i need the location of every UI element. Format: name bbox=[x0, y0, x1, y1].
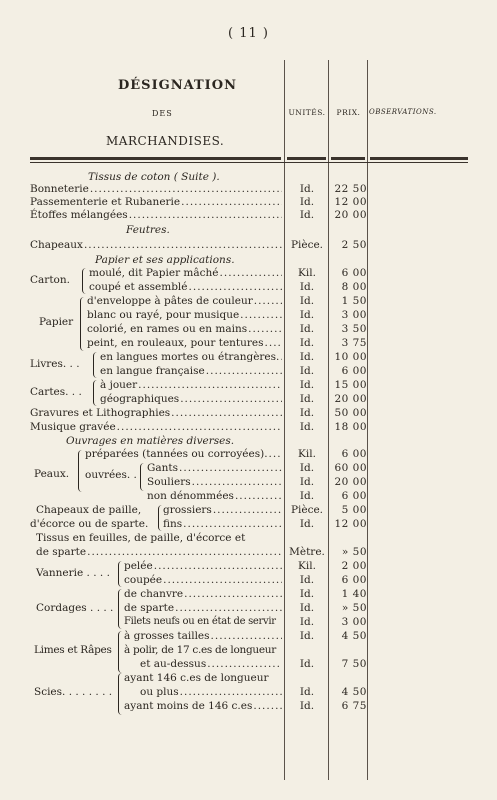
row-unit: Id. bbox=[299, 518, 315, 530]
row-unit: Id. bbox=[299, 490, 315, 502]
row-price: 8 00 bbox=[341, 281, 367, 293]
group-peaux: Peaux. bbox=[34, 468, 70, 480]
row-price: 22 50 bbox=[334, 183, 367, 195]
table-row bbox=[0, 671, 497, 685]
table-row bbox=[0, 406, 497, 420]
row-unit: Id. bbox=[299, 393, 315, 405]
row-price: » 50 bbox=[341, 546, 367, 558]
section-papier: Papier et ses applications. bbox=[95, 254, 235, 266]
row-label: géographiques bbox=[100, 393, 180, 405]
row-price: 6 00 bbox=[341, 267, 367, 279]
row-price: » 50 bbox=[341, 602, 367, 614]
row-price: 2 50 bbox=[341, 239, 367, 251]
table-row bbox=[0, 657, 497, 671]
table-row bbox=[0, 420, 497, 434]
row-label: Souliers bbox=[147, 476, 191, 488]
header-rule bbox=[287, 157, 326, 160]
row-label: à jouer bbox=[100, 379, 138, 391]
header-prix: PRIX. bbox=[336, 108, 361, 117]
table-row bbox=[0, 573, 497, 587]
table-row bbox=[0, 208, 497, 222]
row-price: 6 75 bbox=[341, 700, 367, 712]
row-price: 1 40 bbox=[341, 588, 367, 600]
page-number: ( 11 ) bbox=[228, 26, 269, 41]
row-label: Chapeaux bbox=[30, 239, 83, 251]
row-label: ayant 146 c.es de longueur bbox=[124, 672, 269, 684]
row-price: 5 00 bbox=[341, 504, 367, 516]
row-label: blanc ou rayé, pour musique bbox=[87, 309, 240, 321]
row-label: ayant moins de 146 c.es bbox=[124, 700, 253, 712]
table-row bbox=[0, 266, 497, 280]
group-tissus-feuilles: Tissus en feuilles, de paille, d'écorce et bbox=[36, 532, 246, 544]
row-label: fins bbox=[163, 518, 183, 530]
group-chapeaux-paille-2: d'écorce ou de sparte. bbox=[30, 518, 149, 530]
row-unit: Id. bbox=[299, 281, 315, 293]
row-label: grossiers bbox=[163, 504, 212, 516]
table-row bbox=[0, 447, 497, 461]
row-unit: Id. bbox=[299, 365, 315, 377]
row-label: de sparte bbox=[36, 546, 87, 558]
row-label: à polir, de 17 c.es de longueur bbox=[124, 644, 276, 656]
row-label: de chanvre bbox=[124, 588, 184, 600]
group-vannerie: Vannerie . . . . bbox=[36, 567, 110, 579]
row-price: 20 00 bbox=[334, 476, 367, 488]
group-scies: Scies. . . . . . . . bbox=[34, 686, 113, 698]
row-label: moulé, dit Papier mâché bbox=[89, 267, 219, 279]
row-price: 7 50 bbox=[341, 658, 367, 670]
row-unit: Id. bbox=[299, 421, 315, 433]
section-feutres: Feutres. bbox=[126, 224, 170, 236]
row-unit: Mètre. bbox=[289, 546, 325, 558]
row-unit: Kil. bbox=[298, 560, 316, 572]
table-row bbox=[0, 489, 497, 503]
row-unit: Id. bbox=[299, 630, 315, 642]
table-row bbox=[0, 378, 497, 392]
section-ouvrages: Ouvrages en matières diverses. bbox=[66, 435, 235, 447]
table-row bbox=[0, 308, 497, 322]
group-ouvrees: ouvrées. . bbox=[85, 469, 137, 481]
row-label: et au-dessus bbox=[140, 658, 207, 670]
row-price: 3 00 bbox=[341, 309, 367, 321]
row-label: Musique gravée bbox=[30, 421, 116, 433]
table-row bbox=[0, 643, 497, 657]
group-livres: Livres. . . bbox=[30, 358, 80, 370]
row-label: préparées (tannées ou corroyées). bbox=[85, 448, 268, 460]
row-price: 12 00 bbox=[334, 518, 367, 530]
row-label: peint, en rouleaux, pour tentures bbox=[87, 337, 264, 349]
row-label: Passementerie et Rubanerie bbox=[30, 196, 181, 208]
header-observations: OBSERVATIONS. bbox=[369, 108, 437, 116]
row-price: 2 00 bbox=[341, 560, 367, 572]
table-row bbox=[0, 699, 497, 713]
row-label: en langues mortes ou étrangères. bbox=[100, 351, 280, 363]
row-price: 50 00 bbox=[334, 407, 367, 419]
row-label: ou plus bbox=[140, 686, 179, 698]
row-price: 20 00 bbox=[334, 393, 367, 405]
row-price: 3 00 bbox=[341, 616, 367, 628]
row-unit: Id. bbox=[299, 616, 315, 628]
row-price: 6 00 bbox=[341, 448, 367, 460]
row-label: Bonneterie bbox=[30, 183, 89, 195]
row-price: 4 50 bbox=[341, 686, 367, 698]
group-cordages: Cordages . . . . bbox=[36, 602, 114, 614]
row-unit: Id. bbox=[299, 476, 315, 488]
group-limes: Limes et Râpes bbox=[34, 644, 112, 656]
row-label: à grosses tailles bbox=[124, 630, 210, 642]
group-chapeaux-paille: Chapeaux de paille, bbox=[36, 504, 142, 516]
row-label: Gravures et Lithographies bbox=[30, 407, 171, 419]
row-unit: Id. bbox=[299, 658, 315, 670]
row-label: Étoffes mélangées bbox=[30, 209, 128, 221]
row-unit: Kil. bbox=[298, 267, 316, 279]
row-unit: Pièce. bbox=[290, 239, 324, 251]
table-row bbox=[0, 322, 497, 336]
row-unit: Id. bbox=[299, 337, 315, 349]
header-rule-thin bbox=[30, 162, 468, 163]
table-row bbox=[0, 294, 497, 308]
row-unit: Id. bbox=[299, 462, 315, 474]
row-unit: Id. bbox=[299, 351, 315, 363]
table-row bbox=[0, 182, 497, 196]
header-rule bbox=[370, 157, 468, 160]
header-des: DES bbox=[152, 109, 173, 118]
table-row bbox=[0, 545, 497, 559]
row-price: 6 00 bbox=[341, 365, 367, 377]
table-row bbox=[0, 629, 497, 643]
section-tissus-coton: Tissus de coton ( Suite ). bbox=[88, 171, 220, 183]
table-row bbox=[0, 601, 497, 615]
row-label: d'enveloppe à pâtes de couleur bbox=[87, 295, 253, 307]
table-row bbox=[0, 503, 497, 517]
header-rule bbox=[30, 157, 281, 160]
group-carton: Carton. bbox=[30, 274, 70, 286]
row-price: 10 00 bbox=[334, 351, 367, 363]
row-label: coupée bbox=[124, 574, 163, 586]
row-unit: Id. bbox=[299, 700, 315, 712]
table-row bbox=[0, 392, 497, 406]
table-row bbox=[0, 364, 497, 378]
row-unit: Id. bbox=[299, 309, 315, 321]
row-unit: Id. bbox=[299, 379, 315, 391]
row-unit: Id. bbox=[299, 183, 315, 195]
header-marchandises: MARCHANDISES. bbox=[106, 134, 225, 148]
row-label: de sparte bbox=[124, 602, 175, 614]
group-papier: Papier bbox=[39, 316, 74, 328]
row-price: 1 50 bbox=[341, 295, 367, 307]
header-unites: UNITÉS. bbox=[288, 108, 326, 117]
table-row bbox=[0, 238, 497, 252]
row-unit: Id. bbox=[299, 574, 315, 586]
table-row bbox=[0, 461, 497, 475]
row-label: en langue française bbox=[100, 365, 205, 377]
row-price: 6 00 bbox=[341, 490, 367, 502]
row-unit: Id. bbox=[299, 323, 315, 335]
row-label: coupé et assemblé bbox=[89, 281, 188, 293]
row-price: 15 00 bbox=[334, 379, 367, 391]
row-unit: Id. bbox=[299, 588, 315, 600]
row-price: 60 00 bbox=[334, 462, 367, 474]
row-unit: Id. bbox=[299, 295, 315, 307]
row-price: 6 00 bbox=[341, 574, 367, 586]
header-designation: DÉSIGNATION bbox=[118, 78, 237, 93]
row-label: pelée bbox=[124, 560, 153, 572]
header-rule bbox=[331, 157, 365, 160]
row-unit: Id. bbox=[299, 196, 315, 208]
table-row bbox=[0, 587, 497, 601]
row-unit: Id. bbox=[299, 407, 315, 419]
table-row bbox=[0, 350, 497, 364]
row-unit: Id. bbox=[299, 209, 315, 221]
row-label: Gants bbox=[147, 462, 179, 474]
row-price: 20 00 bbox=[334, 209, 367, 221]
table-row bbox=[0, 336, 497, 350]
row-label: Filets neufs ou en état de servir bbox=[124, 616, 276, 627]
table-row bbox=[0, 615, 497, 629]
row-unit: Kil. bbox=[298, 448, 316, 460]
table-row bbox=[0, 195, 497, 209]
table-row bbox=[0, 517, 497, 531]
table-row bbox=[0, 685, 497, 699]
row-label: colorié, en rames ou en mains bbox=[87, 323, 248, 335]
table-row bbox=[0, 475, 497, 489]
row-unit: Id. bbox=[299, 686, 315, 698]
row-price: 18 00 bbox=[334, 421, 367, 433]
row-label: non dénommées bbox=[147, 490, 234, 502]
row-price: 4 50 bbox=[341, 630, 367, 642]
group-cartes: Cartes. . . bbox=[30, 386, 82, 398]
row-unit: Pièce. bbox=[290, 504, 324, 516]
row-unit: Id. bbox=[299, 602, 315, 614]
table-row bbox=[0, 559, 497, 573]
row-price: 3 75 bbox=[341, 337, 367, 349]
row-price: 12 00 bbox=[334, 196, 367, 208]
table-row bbox=[0, 280, 497, 294]
row-price: 3 50 bbox=[341, 323, 367, 335]
